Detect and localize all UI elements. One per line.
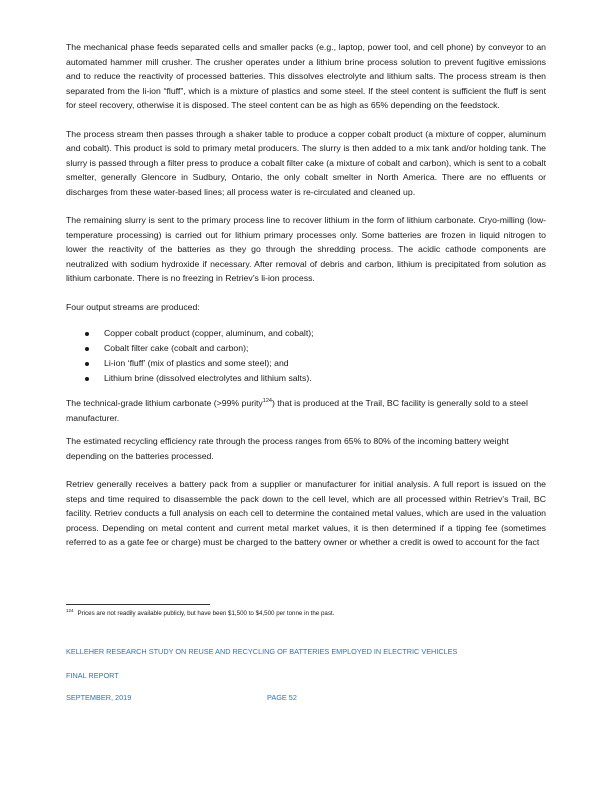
body-text: [66, 40, 546, 550]
footnote-number: 124: [66, 607, 74, 613]
lithium-carbonate-text-end: ) that is produced at the Trail, BC facility is generally sold to a steel manufacturer.: [66, 398, 528, 423]
output-streams-list: [66, 326, 546, 386]
page-number: PAGE 52: [267, 693, 297, 702]
footnote-reference[interactable]: 124: [262, 398, 272, 405]
paragraph-output-streams-intro: Four output streams are produced:: [66, 301, 200, 312]
paragraph-battery-pack-analysis: Retriev generally receives a battery pack from a supplier or manufacturer for initial analysis. A full report is issued on the steps and time required to disassemble the pack down to the cell level, which are all processed within Retriev’s Trail, BC facility. Retriev conducts a full analysis on each cell to determine the contained metal values, which are used in the valuation process. Depending on metal content and current metal market values, it is then determined if a tipping fee (sometimes referred to as a gate fee or charge) must be charged to the battery owner or whether a credit is owed to account for the fact: [66, 479, 546, 547]
footer-date: SEPTEMBER, 2019: [66, 693, 132, 702]
list-item: Copper cobalt product (copper, aluminum, and cobalt);: [104, 326, 546, 341]
paragraph-mechanical-phase: The mechanical phase feeds separated cells and smaller packs (e.g., laptop, power tool, and cell phone) by conveyor to an automated hammer mill crusher. The crusher operates under a lithium brine process solution to prevent fugitive emissions and to reduce the reactivity of processed batteries. This dissolves electrolyte and lithium salts. The process stream is then separated from the li-ion “fluff”, which is a mixture of plastics and some steel. If the steel content is sufficient the fluff is sent for steel recovery, otherwise it is disposed. The steel content can be as high as 65% depending on the feedstock.: [66, 42, 546, 110]
footer-report-title: KELLEHER RESEARCH STUDY ON REUSE AND RECYCLING OF BATTERIES EMPLOYED IN ELECTRIC VEHICLES: [66, 647, 458, 656]
paragraph-lithium-carbonate: [66, 396, 546, 425]
list-item: Lithium brine (dissolved electrolytes and lithium salts).: [104, 371, 546, 386]
footer-final-report: FINAL REPORT: [66, 671, 119, 680]
footnote: [66, 609, 546, 618]
lithium-carbonate-text-start: The technical-grade lithium carbonate (>99% purity: [66, 398, 263, 408]
list-item: Li-ion ‘fluff’ (mix of plastics and some steel); and: [104, 356, 546, 371]
footnote-text: Prices are not readily available publicly, but have been $1,500 to $4,500 per tonne in the past.: [77, 610, 335, 617]
paragraph-recycling-efficiency: The estimated recycling efficiency rate through the process ranges from 65% to 80% of the incoming battery weight depending on the batteries processed.: [66, 436, 509, 461]
footnote-divider: [66, 604, 210, 605]
paragraph-lithium-recovery: The remaining slurry is sent to the primary process line to recover lithium in the form of lithium carbonate. Cryo-milling (low-temperature processing) is carried out for lithium primary processes only. Some batteries are frozen in liquid nitrogen to lower the reactivity of the batteries as they go through the shredding process. The acidic cathode components are neutralized with sodium hydroxide if necessary. After removal of debris and carbon, lithium is precipitated from solution as lithium carbonate. There is no freezing in Retriev’s li-ion process.: [66, 215, 546, 283]
paragraph-shaker-table: The process stream then passes through a shaker table to produce a copper cobalt product (a mixture of copper, aluminum and cobalt). This product is sold to primary metal producers. The slurry is then added to a mix tank and/or holding tank. The slurry is passed through a filter press to produce a cobalt filter cake (a mixture of cobalt and carbon), which is sent to a cobalt smelter, generally Glencore in Sudbury, Ontario, the only cobalt smelter in North America. There are no effluents or discharges from these water-based lines; all process water is re-circulated and cleaned up.: [66, 128, 546, 197]
list-item: Cobalt filter cake (cobalt and carbon);: [104, 341, 546, 356]
